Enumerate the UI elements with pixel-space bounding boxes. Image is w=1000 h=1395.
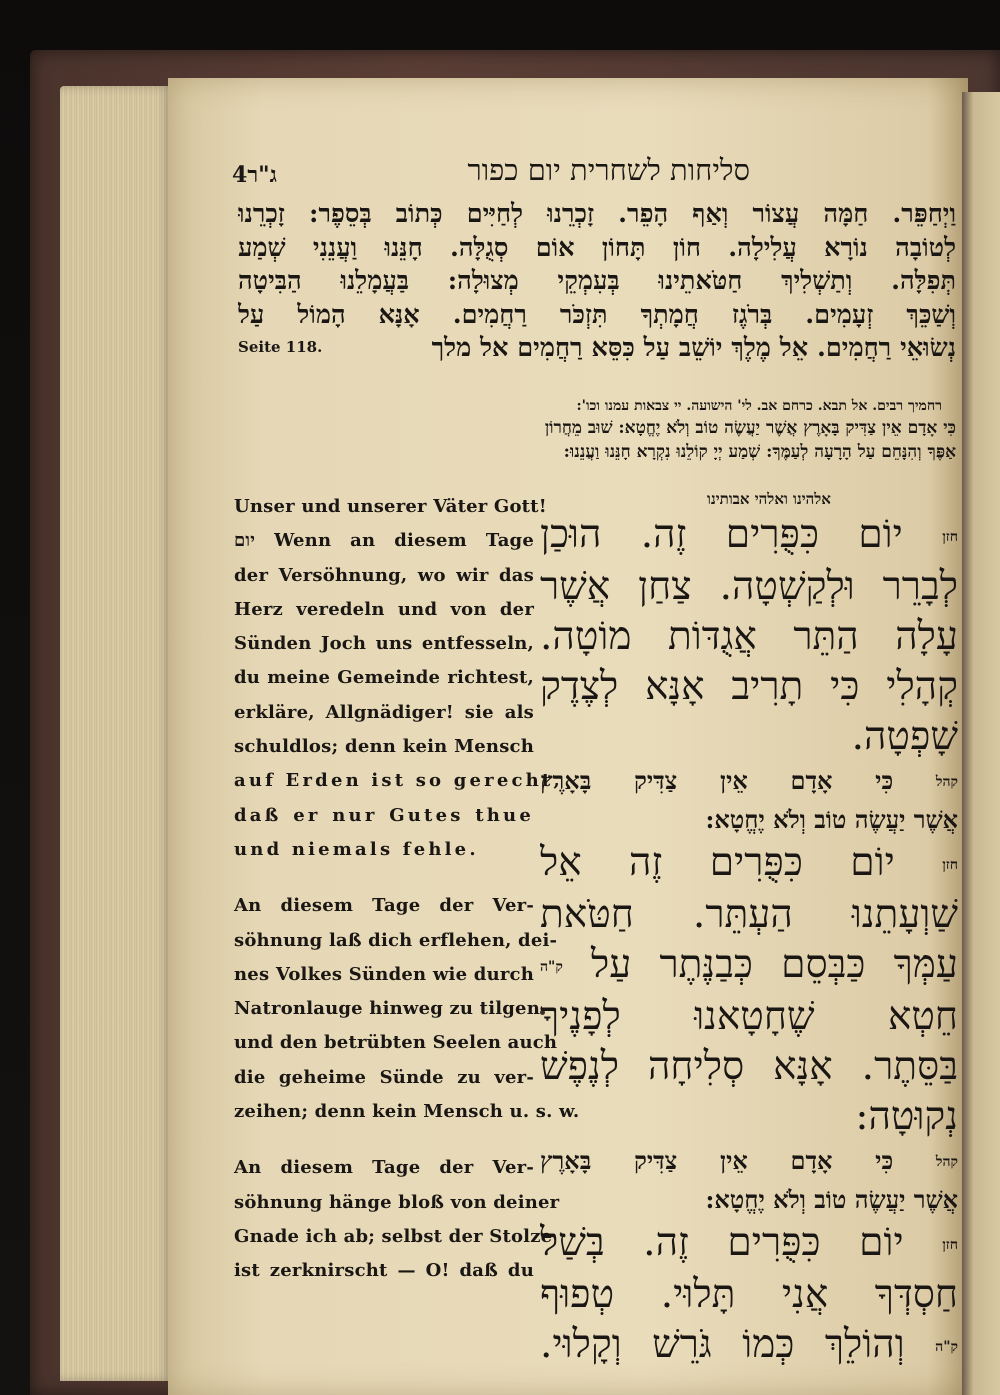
hebrew-small-line: כִּי אָדָם אֵין צַדִּיק בָּאָרֶץ אֲשֶׁר יַעֲשֶׂה טוֹב וְלֹא יֶחֱטָא: שׁוּב מֵחֲרוֹן bbox=[544, 418, 956, 438]
german-line: und niemals fehle. bbox=[234, 838, 479, 860]
top-hebrew-block bbox=[238, 198, 956, 366]
hebrew-verse-line bbox=[540, 1320, 958, 1372]
german-paragraph bbox=[234, 490, 563, 867]
german-line: und den betrübten Seelen auch bbox=[234, 1032, 558, 1054]
german-line: ist zerknirscht — O! daß du bbox=[234, 1260, 534, 1282]
chazan-marker: חזן bbox=[942, 529, 958, 545]
german-line: zeihen; denn kein Mensch u. s. w. bbox=[234, 1101, 580, 1123]
hebrew-verse-line bbox=[540, 838, 958, 890]
hebrew-response-line bbox=[540, 762, 958, 801]
kahal-marker: קהל bbox=[935, 774, 958, 790]
hebrew-response-line: אֲשֶׁר יַעֲשֶׂה טוֹב וְלֹא יֶחֱטָא: bbox=[705, 1185, 958, 1214]
hebrew-line: תְּפִלָּה. וְתַשְׁלִיךְ חַטֹּאתֵינוּ בְּעִמְקֵי מְצוּלָה: בַּעֲמָלֵנוּ הַבִּיטָה bbox=[238, 266, 956, 296]
hebrew-verse-line bbox=[540, 940, 958, 992]
german-line: Unser und unserer Väter Gott! bbox=[234, 496, 547, 517]
hebrew-verse-line: בַּסֵּתֶר. אָנָּא סְלִיחָה לְנֶפֶשׁ bbox=[540, 1044, 958, 1089]
german-line: An diesem Tage der Ver- bbox=[234, 1157, 534, 1179]
german-line: erkläre, Allgnädiger! sie als bbox=[234, 701, 534, 723]
hebrew-verse-text: יוֹם כִּפֻּרִים זֶה. הוּכַן bbox=[540, 512, 903, 557]
hebrew-verse-text: יוֹם כִּפֻּרִים זֶה. בְּשַׁל bbox=[540, 1220, 904, 1265]
hebrew-subheading: אלהינו ואלהי אבותינו bbox=[707, 490, 831, 508]
hebrew-verse-line: חֵטְא שֶׁחָטָאנוּ לְפָנֶיךָ bbox=[540, 994, 958, 1039]
hebrew-line: לְטוֹבָה נוֹרָא עֲלִילָה. חוֹן תָּחוֹן אוֹם סְגֻלָּה. חָנֵּנוּ וַעֲנֵנִי שְׁמַע bbox=[238, 232, 956, 263]
hebrew-verse-line: קְהָלִי כִּי תָרִיב אָנָּא לְצֶדֶק bbox=[540, 664, 958, 709]
hebrew-verse-line: שַׁוְעָתֵנוּ הַעְתֵּר. חַטֹּאת bbox=[540, 892, 958, 937]
hebrew-verse-line bbox=[540, 1218, 958, 1270]
hebrew-verse-line: עָלָה הַתֵּר אֲגֻדּוֹת מוֹטָה. bbox=[540, 614, 958, 659]
german-line: Sünden Joch uns entfesseln, bbox=[234, 633, 534, 655]
hebrew-verse-line: לְבָרֵר וּלְקַשְׁטָה. צַחַן אֲשֶׁר bbox=[540, 564, 958, 609]
german-line: schuldlos; denn kein Mensch bbox=[234, 736, 534, 758]
german-line: auf Erden ist so gerecht, bbox=[234, 770, 563, 792]
german-line: du meine Gemeinde richtest, bbox=[234, 667, 534, 689]
hebrew-line: נְשׂוּאֵי רַחֲמִים. אֵל מֶלֶךְ יוֹשֵׁב עַל כִּסֵּא רַחֲמִים אל מלך bbox=[431, 333, 956, 363]
page-edges bbox=[60, 86, 172, 1381]
seite-row bbox=[238, 332, 956, 366]
german-line: die geheime Sünde zu ver- bbox=[234, 1066, 534, 1088]
german-line: Gnade ich ab; selbst der Stolze bbox=[234, 1225, 553, 1247]
german-line: nes Volkes Sünden wie durch bbox=[234, 963, 534, 985]
hebrew-line: וַיְחַפֵּר. חַמָּה עֲצוֹר וְאַף הָפֵר. זָכְרֵנוּ לְחַיִּים כְּתוֹב בְּסֵפֶר: זָכְרֵנוּ bbox=[238, 199, 956, 229]
seite-reference: Seite 118. bbox=[238, 338, 323, 356]
hebrew-verse-text: עַמְּךָ כַּבְּסֵם כְּבַנֶּתֶר עַל bbox=[591, 942, 958, 987]
hebrew-small-line: אַפֶּךָ וְהִנָּחֵם עַל הָרָעָה לְעַמֶּךָ: שְׁמַע יְיָ קוֹלֵנוּ נִקְרָא חָנֵּנוּ וַעֲנֵנוּ: bbox=[563, 442, 956, 462]
hebrew-verse-line: שָׁפְטָה. bbox=[851, 714, 958, 759]
hebrew-response-text: כִּי אָדָם אֵין צַדִּיק בָּאָרֶץ bbox=[540, 766, 894, 795]
hebrew-response-line: אֲשֶׁר יַעֲשֶׂה טוֹב וְלֹא יֶחֱטָא: bbox=[705, 805, 958, 834]
chazan-marker: חזן bbox=[942, 857, 958, 873]
german-line: Natronlauge hinweg zu tilgen bbox=[234, 998, 541, 1020]
page-number: 4ג"ר bbox=[232, 162, 277, 188]
chazan-marker: חזן bbox=[942, 1237, 958, 1253]
german-line: söhnung laß dich erflehen, dei- bbox=[234, 929, 558, 951]
german-line: Herz veredeln und von der bbox=[234, 598, 534, 620]
hebrew-small-line: רחמיך רבים. אל תבא. כרחם אב. לי' הישועה. יי צבאות עמנו וכו': bbox=[576, 398, 942, 414]
kahal-marker: קהל bbox=[935, 1154, 958, 1170]
hebrew-response-text: כִּי אָדָם אֵין צַדִּיק בָּאָרֶץ bbox=[540, 1146, 894, 1175]
hebrew-response-line bbox=[540, 1142, 958, 1181]
german-line: An diesem Tage der Ver- bbox=[234, 895, 534, 917]
hebrew-verse-line bbox=[540, 510, 958, 562]
page-title: סליחות לשחרית יום כפור bbox=[467, 153, 750, 187]
german-paragraph bbox=[234, 1151, 560, 1288]
small-hebrew-block bbox=[272, 396, 956, 464]
german-line: daß er nur Gutes thue bbox=[234, 804, 534, 826]
hebrew-line: וְשַׁכֵּךְ זְעָמִים. בְּרֹגֶז חֲמָתְךָ תִּזְכֹּר רַחֲמִים. אָנָּא הָמוֹל עַל bbox=[238, 299, 956, 330]
hebrew-verse-text: יוֹם כִּפֻּרִים זֶה אֵל bbox=[540, 840, 895, 885]
german-line: יום Wenn an diesem Tage bbox=[234, 530, 534, 552]
hebrew-verse-line: חַסְדְּךָ אֲנִי תָּלוּי. טְפוּף bbox=[540, 1272, 958, 1317]
hebrew-column bbox=[540, 488, 958, 1372]
german-line: söhnung hänge bloß von deiner bbox=[234, 1191, 560, 1213]
kh-marker: ק"ה bbox=[935, 1339, 958, 1355]
hebrew-verse-text: וְהוֹלֵךְ כְּמוֹ גֹּרֵשׁ וְקָלוּי. bbox=[540, 1322, 905, 1367]
hebrew-verse-line: נְקוּטָה: bbox=[855, 1094, 958, 1139]
german-line: der Versöhnung, wo wir das bbox=[234, 564, 534, 586]
kh-marker: ק"ה bbox=[540, 959, 563, 975]
next-page-edge bbox=[962, 92, 1000, 1395]
